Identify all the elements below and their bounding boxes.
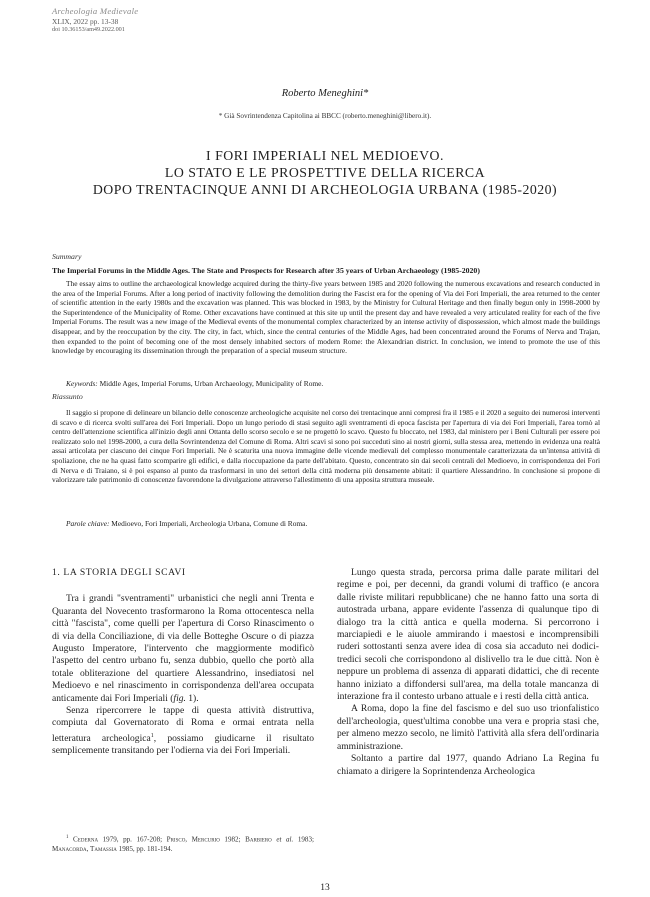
title-line-2: LO STATO E LE PROSPETTIVE DELLA RICERCA	[164, 165, 486, 180]
footnote-marker: 1	[150, 732, 154, 739]
section-heading: 1. LA STORIA DEGLI SCAVI	[52, 567, 186, 578]
journal-volume: XLIX, 2022 pp. 13-38	[52, 16, 119, 26]
keywords-en	[52, 379, 600, 388]
title-line-3: DOPO TRENTACINQUE ANNI DI ARCHEOLOGIA URBANA (1985-2020)	[92, 182, 558, 197]
paragraph: Lungo questa strada, percorsa prima dalle parate militari del regime e poi, per decenni, da grandi volumi di traffico (e ancora dalle riviste militari repubblicane) che ne hanno fatto una sorta di autostrada urbana, appare evidente l'assenza di qualunque tipo di dialogo tra la città antica e quella moderna. Si percorrono i marciapiedi e le aiuole ammirando i maestosi e incomprensibili ruderi sottostanti senza avere idea di cosa sia accaduto nei dodici-tredici secoli che corrispondono al dislivello tra le due città. Non è neppure un problema di assenza di apparati didattici, che di recente hanno iniziato a diffondersi sull'area, ma della totale mancanza di interazione fra il contesto urbano attuale e i resti della città antica.	[337, 567, 599, 703]
summary-body: The essay aims to outline the archaeological knowledge acquired during the thirty-five years between 1985 and 2020 following the numerous excavations and research conducted in the area of the Imperial Forums. After a long period of inactivity following the demolition during the Fascist era for the opening of Via dei Fori Imperiali, the area returned to the center of scientific attention in the early 1980s and the excavation was planned. This was blocked in 1983, by the Ministry for Cultural Heritage and then finally begun only in 1998-2000 by the Superintendence of the Municipality of Rome. Other excavations have continued at this site up until the present day and have revealed a very articulated reality for each of the five Imperial Forums. The result was a new image of the Medieval events of the monumental complex characterized by an intense activity of dispossession, which almost made the buildings disappear, and by the reoccupation by the city. The city, in fact, which, since the central centuries of the Middle Ages, had been concentrated around the Forums of Nerva and Trajan, then expanded to the point of becoming one of the most densely inhabited sectors of modern Rome: the Alexandrian district. In conclusion, we intend to promote the use of this knowledge by encouraging its dissemination through the preparation of a special museum structure.	[52, 279, 601, 356]
keywords-it	[52, 519, 600, 528]
author-name: Roberto Meneghini*	[281, 88, 369, 99]
journal-doi: doi 10.36153/am49.2022.001	[52, 25, 125, 33]
summary-title: The Imperial Forums in the Middle Ages. The State and Prospects for Research after 35 years of Urban Archaeology (1985-2020)	[52, 266, 480, 275]
summary-heading: Summary	[52, 252, 82, 261]
page-number: 13	[320, 883, 330, 893]
paragraph: Tra i grandi "sventramenti" urbanistici che negli anni Trenta e Quaranta del Novecento trasformarono la Roma ottocentesca nella città "fascista", come quelli per l'apertura di Corso Rinascimento o di via della Conciliazione, di via delle Botteghe Oscure o di piazza Augusto Imperatore, l'intervento che maggiormente modificò l'aspetto del centro urbano fu, senza dubbio, quello che portò alla totale obliterazione del quartiere Alessandrino, insediatosi nel Medioevo e nel rinascimento in corrispondenza dell'area occupata anticamente dai Fori Imperiali (fig. 1).	[52, 593, 314, 704]
journal-header	[52, 6, 138, 34]
footnote: $^1$ Cederna 1979, pp. 167-208; Prisco, Mercurio 1982; Barbiero et al. 1983; Manacorda, Tamassia 1985, pp. 181-194.	[52, 835, 314, 853]
keywords-it-list: Medioevo, Fori Imperiali, Archeologia Urbana, Comune di Roma.	[109, 519, 308, 528]
paragraph: Senza ripercorrere le tappe di questa attività distruttiva, compiuta dal Governatorato di Roma e ormai entrata nella letteratura archeologica$^1$, possiamo giudicarne il risultato semplicemente transitando per l'odierna via dei Fori Imperiali.	[52, 705, 314, 757]
keywords-en-list: Middle Ages, Imperial Forums, Urban Archaeology, Municipality of Rome.	[97, 379, 324, 388]
journal-name: Archeologia Medievale	[52, 6, 139, 16]
figure-reference: fig.	[173, 692, 186, 704]
keywords-it-label: Parole chiave:	[66, 519, 110, 528]
riassunto-body: Il saggio si propone di delineare un bilancio delle conoscenze archeologiche acquisite nel corso dei trentacinque anni compresi fra il 1985 e il 2020 a seguito dei numerosi interventi di scavo e di ricerca svolti sull'area dei Fori Imperiali. Dopo un lungo periodo di stasi seguito agli sventramenti di epoca fascista per l'apertura di via dei Fori Imperiali, l'area tornò al centro dell'attenzione scientifica all'inizio degli anni Ottanta dello scorso secolo e se ne progettò lo scavo. Questo fu bloccato, nel 1983, dal ministero per i Beni Culturali per essere poi realizzato solo nel 1998-2000, a cura della Sovrintendenza del Comune di Roma. Altri scavi si sono poi succeduti sino ai nostri giorni, sulla stessa area, mettendo in evidenza una realtà assai articolata per ciascuno dei cinque Fori Imperiali. Ne è scaturita una nuova immagine delle vicende medievali del complesso monumentale caratterizzata da un'intensa attività di spoliazione, che ne ha quasi fatto scomparire gli edifici, e dalla rioccupazione da parte dell'abitato. Questo, concentrato sin dai secoli centrali del Medioevo, in corrispondenza dei Fori di Nerva e di Traiano, si è poi espanso al punto da trasformarsi in uno dei settori della città moderna più densamente abitati: il quartiere Alessandrino. In conclusione si propone di valorizzare tale patrimonio di conoscenze favorendone la divulgazione attraverso l'allestimento di una apposita struttura museale.	[52, 408, 601, 485]
author-affiliation: * Già Sovrintendenza Capitolina ai BBCC (roberto.meneghini@libero.it).	[218, 112, 432, 120]
paragraph: A Roma, dopo la fine del fascismo e del suo uso trionfalistico dell'archeologia, quest'ultima conobbe una vera e propria stasi che, per almeno mezzo secolo, ne limitò l'attività alla sfera dell'ordinaria amministrazione.	[337, 703, 599, 752]
title-line-1: I FORI IMPERIALI NEL MEDIOEVO.	[206, 148, 444, 163]
keywords-en-label: Keywords:	[66, 379, 98, 388]
riassunto-heading: Riassunto	[52, 392, 83, 401]
body-column-right	[337, 567, 599, 778]
article-title	[40, 147, 610, 198]
body-column-left	[52, 567, 314, 758]
footnote-number: 1	[66, 835, 69, 840]
paragraph: Soltanto a partire dal 1977, quando Adriano La Regina fu chiamato a dirigere la Soprintendenza Archeologica	[337, 753, 599, 777]
